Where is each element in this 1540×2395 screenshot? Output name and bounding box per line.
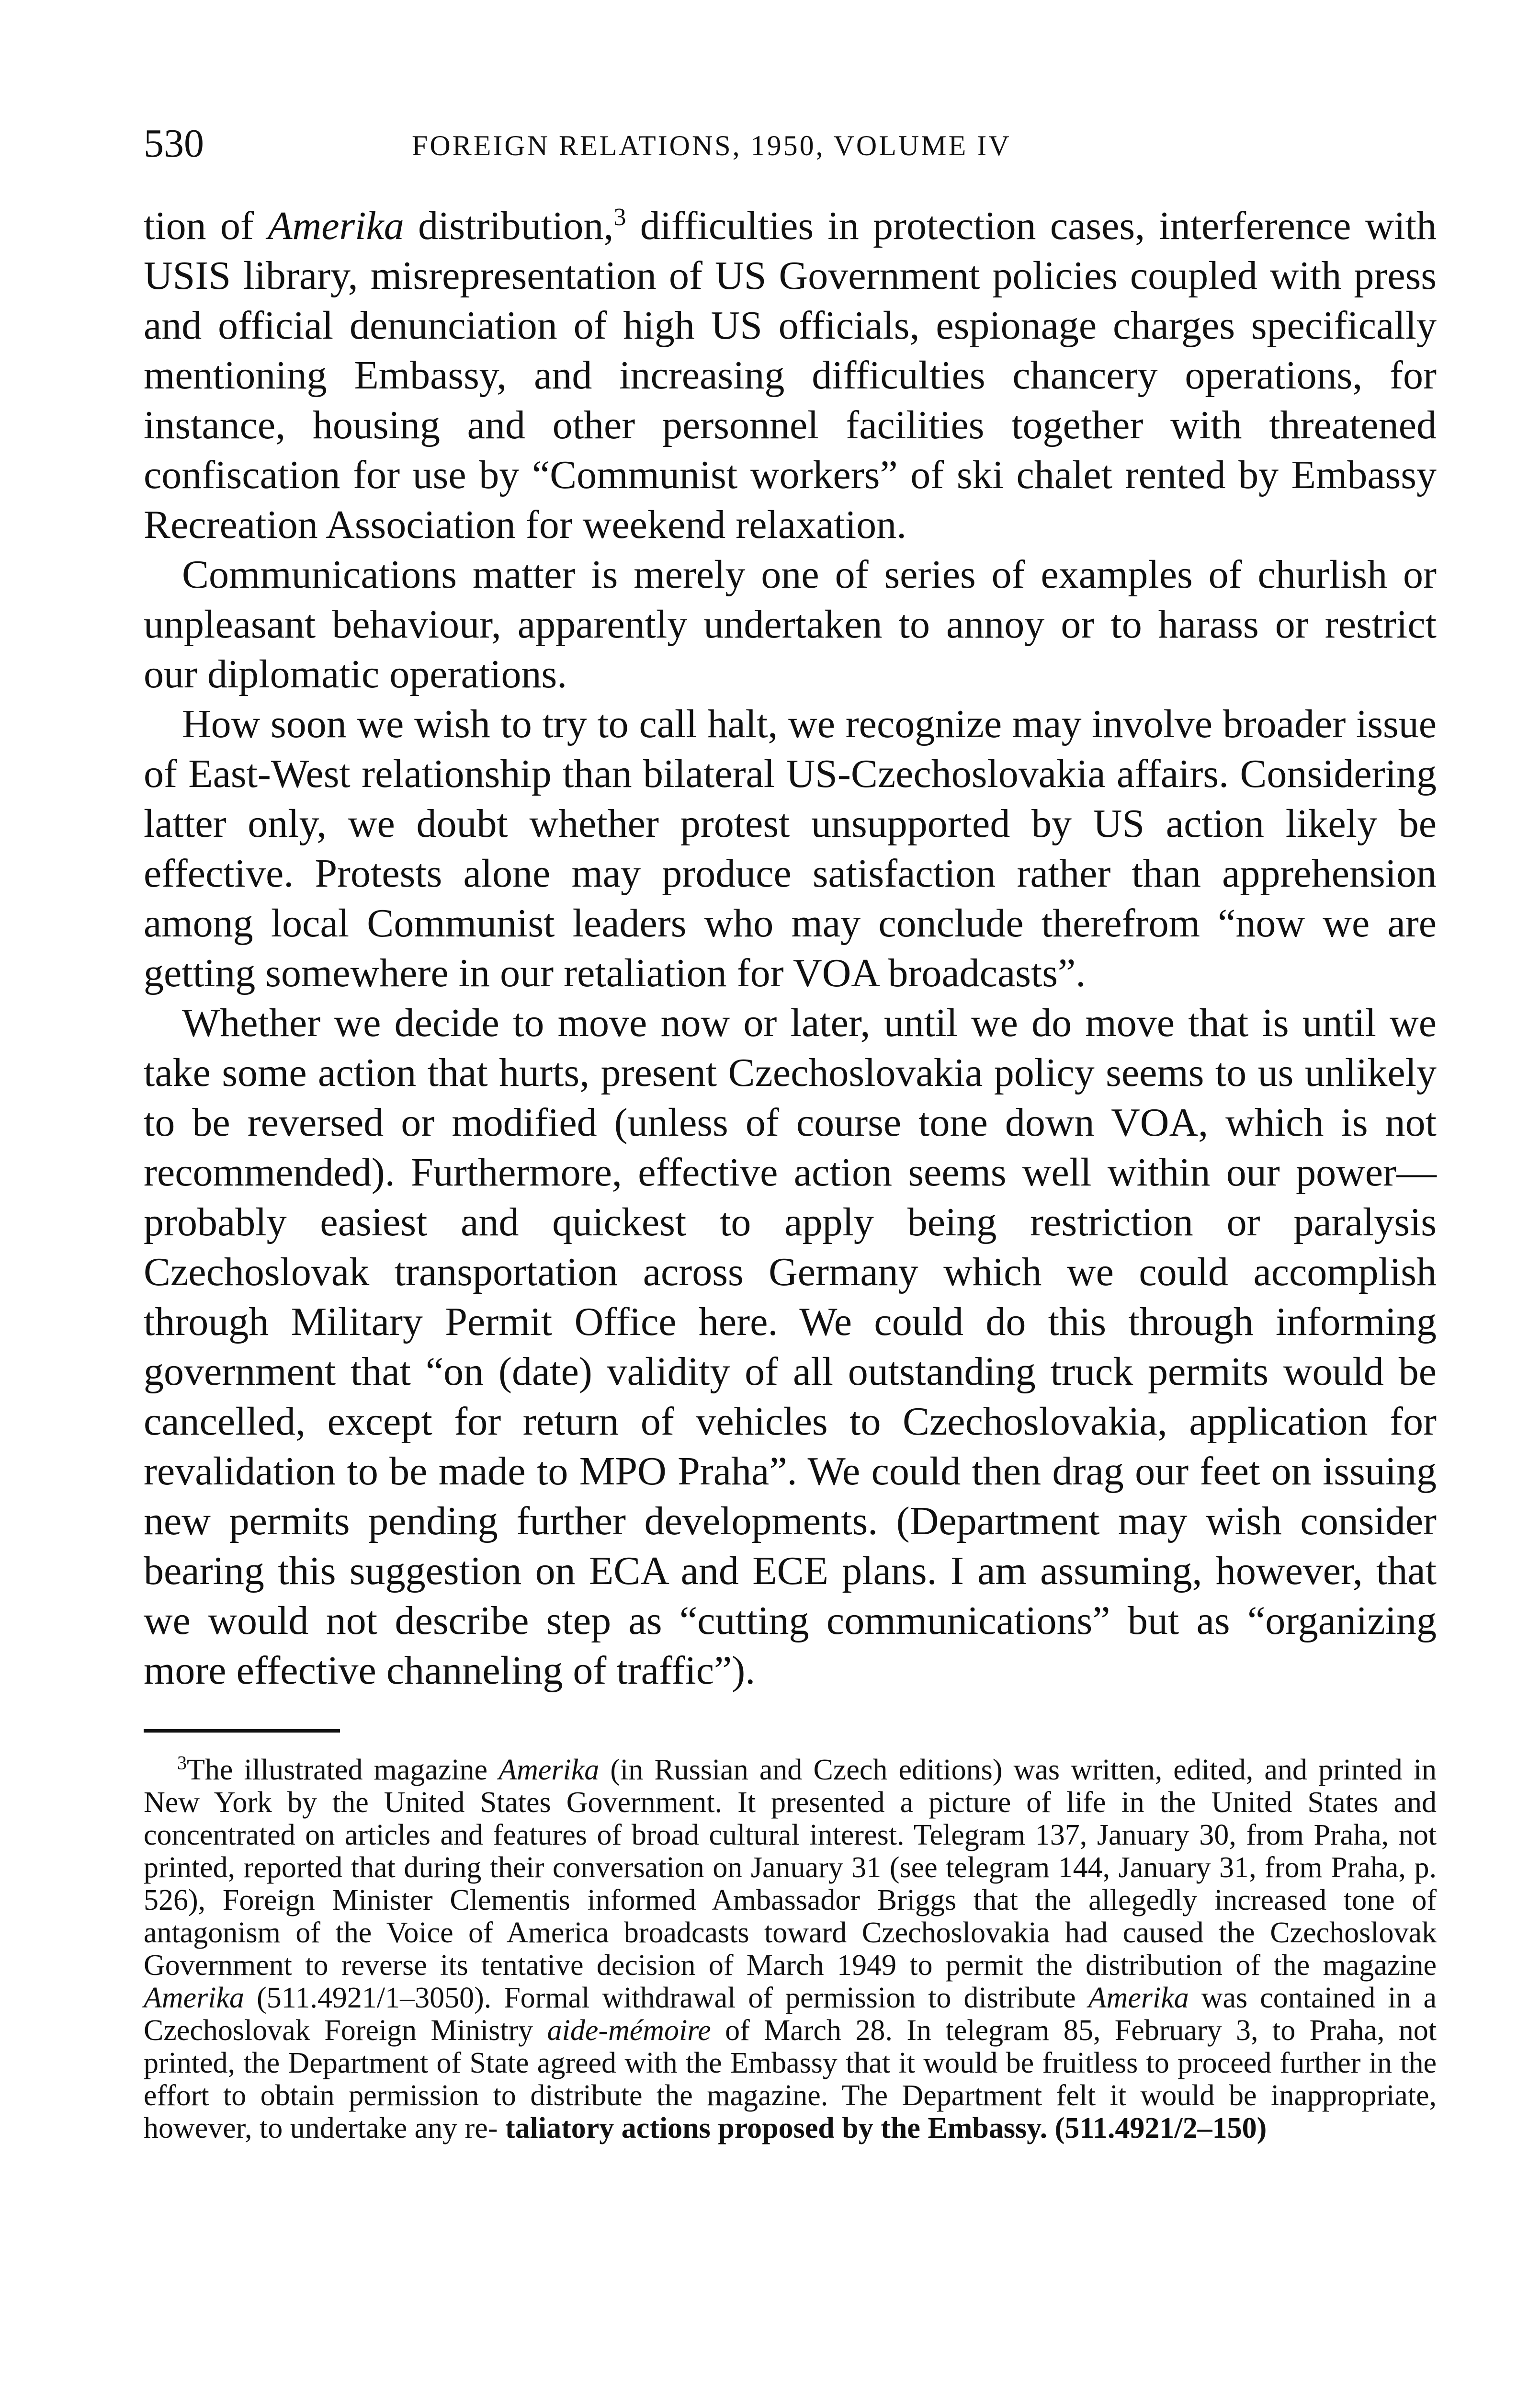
footnote-italic-1: Amerika [498, 1754, 600, 1786]
running-head: FOREIGN RELATIONS, 1950, VOLUME IV [412, 130, 1011, 161]
footnote-italic-4: aide-mémoire [547, 2014, 711, 2047]
footnote-marker: 3 [177, 1752, 187, 1774]
footnote-italic-3: Amerika [1088, 1982, 1189, 2014]
paragraph-2: Communications matter is merely one of series of examples of churlish or unpleasant behaviour, apparently undertaken to annoy or to harass or restrict our diplomatic operations. [144, 552, 1437, 696]
magazine-title-amerika: Amerika [268, 204, 404, 248]
footnote-reference: 3 [613, 204, 626, 231]
page-header [144, 120, 1437, 182]
footnote-seg-4: was contained in a Czechoslovak Foreign Ministry [144, 1982, 1437, 2047]
paragraph-1-mid: distribution, [404, 204, 614, 248]
paragraph-1-rest: difficulties in protection cases, interference with USIS library, misrepresentation of US Government policies coupled with press and official denunciation of high US officials, espionage charges specifically mentioning Embassy, and increasing difficulties chancery operations, for instance, housing and other personnel facilities together with threatened confiscation for use by “Communist workers” of ski chalet rented by Embassy Recreation Association for weekend relaxation. [144, 204, 1437, 547]
footnote-divider [144, 1729, 340, 1733]
footnote-seg-5: of March 28. In telegram 85, February 3, to Praha, not printed, the Department of State agreed with the Embassy that it would be fruitless to proceed further in the effort to obtain permission to distribute the magazine. The Department felt it would be inappropriate, however, to undertake any re- [144, 2014, 1437, 2144]
footnote [144, 1754, 1437, 2144]
footnote-italic-2: Amerika [144, 1982, 245, 2014]
paragraph-4: Whether we decide to move now or later, until we do move that is until we take some action that hurts, present Czechoslovakia policy seems to us unlikely to be reversed or modified (unless of course tone down VOA, which is not recommended). Furthermore, effective action seems well within our power—probably easiest and quickest to apply being restriction or paralysis Czechoslovak transportation across Germany which we could accomplish through Military Permit Office here. We could do this through informing government that “on (date) validity of all outstanding truck permits would be cancelled, except for return of vehicles to Czechoslovakia, application for revalidation to be made to MPO Praha”. We could then drag our feet on issuing new permits pending further developments. (Department may wish consider bearing this suggestion on ECA and ECE plans. I am assuming, however, that we would not describe step as “cutting communications” but as “organizing more effective channeling of traffic”). [144, 1001, 1437, 1693]
paragraph-3: How soon we wish to try to call halt, we recognize may involve broader issue of East-West relationship than bilateral US-Czechoslovakia affairs. Considering latter only, we doubt whether protest unsupported by US action likely be effective. Protests alone may produce satisfaction rather than apprehension among local Communist leaders who may conclude therefrom “now we are getting somewhere in our retaliation for VOA broadcasts”. [144, 702, 1437, 995]
footnote-seg-3: (511.4921/1–3050). Formal withdrawal of permission to distribute [244, 1982, 1088, 2014]
body-text [144, 201, 1437, 1696]
footnote-text [144, 1754, 1437, 2144]
footnote-seg-6: taliatory actions proposed by the Embassy. (511.4921/2–150) [505, 2112, 1267, 2144]
footnote-seg-2: (in Russian and Czech editions) was written, edited, and printed in New York by the United States Government. It presented a picture of life in the United States and concentrated on articles and features of broad cultural interest. Telegram 137, January 30, from Praha, not printed, reported that during their conversation on January 31 (see telegram 144, January 31, from Praha, p. 526), Foreign Minister Clementis informed Ambassador Briggs that the allegedly increased tone of antagonism of the Voice of America broadcasts toward Czechoslovakia had caused the Czechoslovak Government to reverse its tentative decision of March 1949 to permit the distribution of the magazine [144, 1754, 1437, 1982]
page-number: 530 [144, 121, 204, 166]
paragraph-1 [144, 201, 1437, 550]
footnote-seg-1: The illustrated magazine [187, 1754, 499, 1786]
paragraph-1-start: tion of [144, 204, 268, 248]
document-page [144, 120, 1437, 2144]
